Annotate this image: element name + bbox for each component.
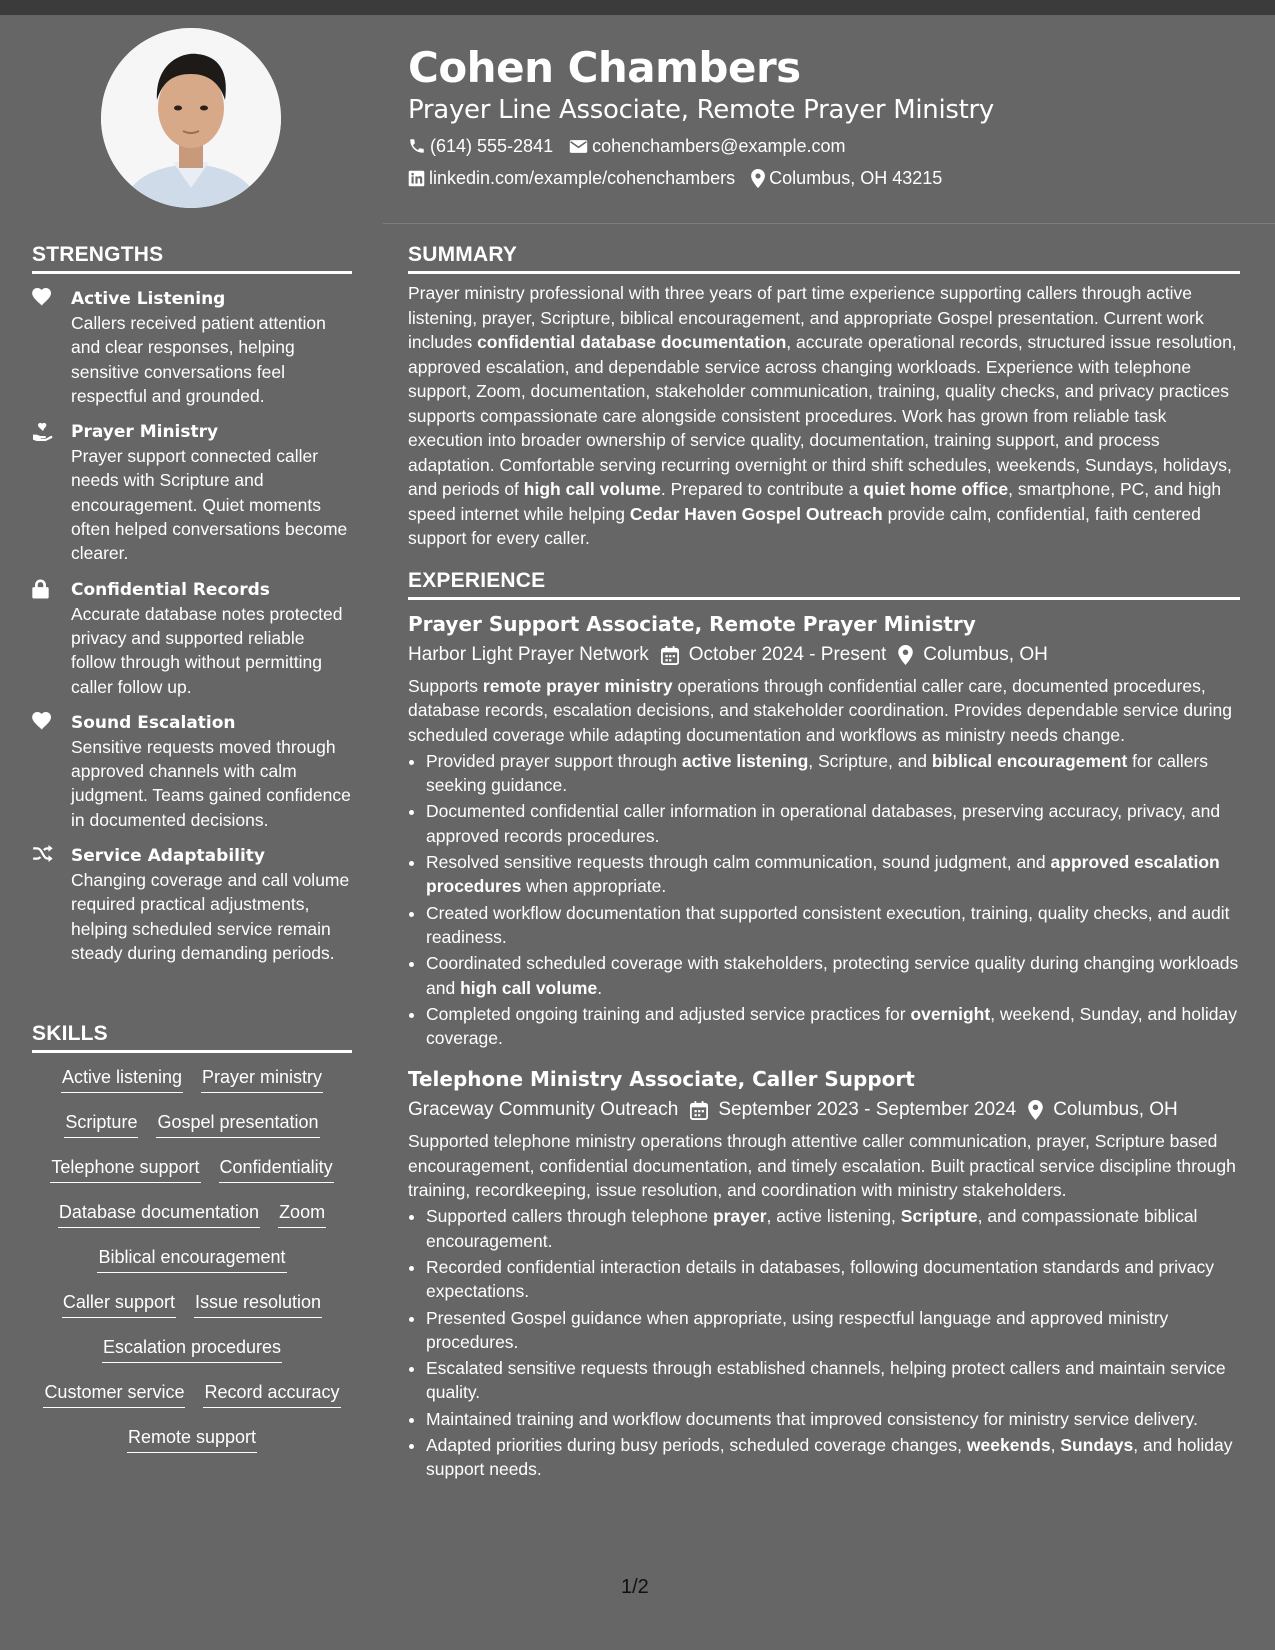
text-run: Presented Gospel guidance when appropriate, using respectful language and approved ministry procedures. <box>426 1307 1169 1352</box>
text-run: , <box>1050 1435 1061 1456</box>
bullet-item <box>426 901 1240 950</box>
summary-text <box>408 281 1240 551</box>
strengths-section <box>32 243 352 965</box>
strength-item <box>32 711 352 832</box>
text-run: Documented confidential caller information in operational databases, preserving accuracy, privacy, and approved records procedures. <box>426 801 1221 846</box>
text-run: Created workflow documentation that supported consistent execution, training, quality checks, and audit readiness. <box>426 902 1230 947</box>
bullet-item <box>426 1306 1240 1355</box>
bold-text: prayer <box>713 1206 767 1227</box>
skills-row <box>32 1155 352 1200</box>
bold-text: Scripture <box>900 1206 978 1227</box>
bullet-item <box>426 1356 1240 1405</box>
bullet-item <box>426 1255 1240 1304</box>
text-run: , and holiday support needs. <box>426 1435 1233 1480</box>
text-run: , smartphone, PC, and high speed internet while helping <box>408 479 1222 524</box>
skill-tag: Zoom <box>278 1200 326 1228</box>
job-description <box>408 1129 1240 1202</box>
lock-icon <box>32 579 54 599</box>
strength-title: Confidential Records <box>71 579 270 600</box>
text-run: , and compassionate biblical encouragement. <box>426 1206 1198 1251</box>
bold-text: overnight <box>910 1003 991 1024</box>
envelope-icon <box>569 139 588 154</box>
strength-description: Callers received patient attention and clear responses, helping sensitive conversations feel respectful and grounded. <box>71 313 326 406</box>
text-run: Supported telephone ministry operations through attentive caller communication, prayer, Scripture based encouragement, confidential documentation, and timely escalation. Built practical service discipline through training, recordkeeping, issue resolution, and coordination with ministry stakeholders. <box>408 1131 1236 1201</box>
bullet-item <box>426 799 1240 848</box>
jobs-list <box>408 609 1240 1482</box>
location-contact <box>751 166 942 190</box>
strength-description: Sensitive requests moved through approved channels with calm judgment. Teams gained confidence in documented decisions. <box>71 736 351 830</box>
skills-row <box>32 1425 352 1470</box>
contact-line-1 <box>408 134 845 158</box>
contact-line-2 <box>408 166 942 190</box>
experience-section <box>408 569 1240 1484</box>
skill-tag: Scripture <box>64 1110 138 1138</box>
job-title: Prayer Support Associate, Remote Prayer Ministry <box>408 612 976 636</box>
text-run: . <box>597 977 603 998</box>
strength-description: Prayer support connected caller needs with Scripture and encouragement. Quiet moments often helped conversations become clearer. <box>71 446 348 564</box>
header-divider <box>383 223 1275 224</box>
strength-item <box>32 420 352 565</box>
text-run: Completed ongoing training and adjusted service practices for <box>426 1003 911 1024</box>
skills-row <box>32 1380 352 1425</box>
strength-item <box>32 287 352 408</box>
skills-row <box>32 1200 352 1245</box>
map-pin-icon-wrap <box>898 645 913 665</box>
text-run: Coordinated scheduled coverage with stakeholders, protecting service quality during changing workloads and <box>426 953 1239 998</box>
linkedin-text[interactable]: linkedin.com/example/cohenchambers <box>429 168 736 188</box>
skill-tag: Prayer ministry <box>201 1065 323 1093</box>
text-run: operations through confidential caller care, documented procedures, database records, escalation decisions, and stakeholder coordination. Provides dependable service during scheduled coverage while adapting documentation and workflows as ministry needs change. <box>408 676 1232 745</box>
skill-tag: Telephone support <box>50 1155 200 1183</box>
skill-tag: Database documentation <box>58 1200 260 1228</box>
job-dates: October 2024 - Present <box>688 644 887 665</box>
shuffle-icon <box>32 845 54 865</box>
candidate-headline: Prayer Line Associate, Remote Prayer Ministry <box>408 95 995 125</box>
company-name: Harbor Light Prayer Network <box>408 644 649 665</box>
job-bullets <box>408 749 1240 1051</box>
job-meta <box>408 1095 1240 1125</box>
hand-heart-icon <box>32 421 54 441</box>
strength-item <box>32 844 352 965</box>
text-run: , active listening, <box>766 1206 901 1227</box>
text-run: Maintained training and workflow documents that improved consistency for ministry service delivery. <box>426 1408 1198 1429</box>
skill-tag: Customer service <box>43 1380 185 1408</box>
map-pin-icon-wrap <box>1028 1100 1043 1120</box>
location-text: Columbus, OH 43215 <box>769 168 943 188</box>
text-run: Provided prayer support through <box>426 750 682 771</box>
phone-text: (614) 555-2841 <box>430 136 554 156</box>
calendar-icon-wrap <box>661 646 679 665</box>
text-run: Recorded confidential interaction details in databases, following documentation standards and privacy expectations. <box>426 1256 1214 1302</box>
strength-title: Sound Escalation <box>71 712 236 733</box>
bold-text: Cedar Haven Gospel Outreach <box>629 503 883 524</box>
skills-row <box>32 1110 352 1155</box>
avatar <box>101 28 281 208</box>
summary-heading: SUMMARY <box>408 243 1240 274</box>
bold-text: high call volume <box>460 977 598 998</box>
skills-heading: SKILLS <box>32 1022 352 1053</box>
summary-section <box>408 243 1240 551</box>
bold-text: weekends <box>966 1435 1051 1456</box>
job-dates: September 2023 - September 2024 <box>718 1099 1017 1121</box>
bold-text: confidential database documentation <box>477 332 787 352</box>
candidate-name: Cohen Chambers <box>408 43 801 92</box>
text-run: provide calm, confidential, faith centered support for every caller. <box>408 503 1201 548</box>
skill-tag: Issue resolution <box>194 1290 322 1318</box>
text-run: , Scripture, and <box>808 750 932 771</box>
bullet-item <box>426 1002 1240 1051</box>
calendar-icon <box>661 646 679 665</box>
text-run: Adapted priorities during busy periods, scheduled coverage changes, <box>426 1435 967 1456</box>
job-entry <box>408 1064 1240 1481</box>
job-description <box>408 674 1240 747</box>
experience-heading: EXPERIENCE <box>408 569 1240 600</box>
text-run: for callers seeking guidance. <box>426 750 1209 796</box>
bold-text: high call volume <box>523 479 661 499</box>
skill-tag: Active listening <box>61 1065 183 1093</box>
phone-icon <box>408 137 426 155</box>
email-text[interactable]: cohenchambers@example.com <box>592 136 846 156</box>
bullet-item <box>426 1433 1240 1482</box>
calendar-icon-wrap <box>690 1101 708 1120</box>
skills-section <box>32 1022 352 1470</box>
strength-item <box>32 578 352 699</box>
page-number: 1/2 <box>621 1576 649 1598</box>
strengths-heading: STRENGTHS <box>32 243 352 274</box>
text-run: Escalated sensitive requests through established channels, helping protect callers and maintain service quality. <box>426 1358 1226 1403</box>
bold-text: quiet home office <box>863 479 1009 499</box>
bold-text: approved escalation procedures <box>426 852 1220 897</box>
skills-list <box>32 1053 352 1470</box>
company-name: Graceway Community Outreach <box>408 1099 679 1121</box>
text-run: , accurate operational records, structured issue resolution, approved escalation, and dependable service across changing workloads. Experience with telephone support, Zoom, documentation, stakeholder communication, training, quality checks, and privacy practices supports compassionate care alongside consistent procedures. Work has grown from reliable task execution into broader ownership of service quality, documentation, training support, and process adaptation. Comfortable serving recurring overnight or third shift schedules, weekends, Sundays, holidays, and periods of <box>408 332 1237 499</box>
job-bullets <box>408 1204 1240 1481</box>
strength-description: Changing coverage and call volume required practical adjustments, helping scheduled service remain steady during demanding periods. <box>71 870 350 963</box>
strengths-list <box>32 274 352 965</box>
map-pin-icon <box>1028 1100 1043 1120</box>
text-run: Resolved sensitive requests through calm communication, sound judgment, and <box>426 852 1051 873</box>
job-entry <box>408 609 1240 1050</box>
job-meta <box>408 640 1240 670</box>
map-pin-icon <box>751 169 765 188</box>
bullet-item <box>426 1204 1240 1253</box>
bullet-item <box>426 749 1240 798</box>
job-location: Columbus, OH <box>923 644 1048 665</box>
resume-page <box>0 15 1275 1650</box>
text-run: , weekend, Sunday, and holiday coverage. <box>426 1003 1237 1049</box>
bold-text: Sundays <box>1060 1435 1134 1456</box>
calendar-icon <box>690 1101 708 1120</box>
top-bar <box>0 0 1275 15</box>
bullet-item <box>426 1407 1240 1431</box>
text-run: . Prepared to contribute a <box>660 479 864 499</box>
heart-icon <box>32 712 54 732</box>
bullet-item <box>426 850 1240 899</box>
phone-contact <box>408 134 553 158</box>
skill-tag: Escalation procedures <box>102 1335 282 1363</box>
strength-title: Prayer Ministry <box>71 422 219 443</box>
email-contact[interactable] <box>569 134 845 158</box>
profile-photo <box>101 28 281 208</box>
linkedin-contact[interactable] <box>408 166 735 190</box>
text-run: when appropriate. <box>521 876 667 897</box>
skills-row <box>32 1290 352 1335</box>
skills-row <box>32 1065 352 1110</box>
skill-tag: Biblical encouragement <box>97 1245 286 1273</box>
text-run: Supported callers through telephone <box>426 1206 714 1227</box>
text-run: Prayer ministry professional with three years of part time experience supporting callers through active listening, prayer, Scripture, biblical encouragement, and appropriate Gospel presentation. Current work includes <box>408 283 1204 352</box>
bold-text: active listening <box>681 750 809 771</box>
skill-tag: Confidentiality <box>219 1155 334 1183</box>
skill-tag: Gospel presentation <box>156 1110 319 1138</box>
strength-description: Accurate database notes protected privacy and supported reliable follow through without permitting caller follow up. <box>71 603 343 697</box>
strength-title: Service Adaptability <box>71 846 266 867</box>
text-run: Supports <box>408 676 483 696</box>
linkedin-icon <box>408 170 425 187</box>
strength-title: Active Listening <box>71 289 226 309</box>
job-location: Columbus, OH <box>1053 1099 1178 1121</box>
skills-row <box>32 1335 352 1380</box>
job-title: Telephone Ministry Associate, Caller Support <box>408 1067 915 1092</box>
skills-row <box>32 1245 352 1290</box>
skill-tag: Remote support <box>127 1425 257 1453</box>
skill-tag: Caller support <box>62 1290 176 1318</box>
bold-text: remote prayer ministry <box>482 676 673 696</box>
heart-icon <box>32 288 54 308</box>
bullet-item <box>426 951 1240 1000</box>
map-pin-icon <box>898 645 913 665</box>
skill-tag: Record accuracy <box>203 1380 340 1408</box>
bold-text: biblical encouragement <box>931 750 1128 771</box>
